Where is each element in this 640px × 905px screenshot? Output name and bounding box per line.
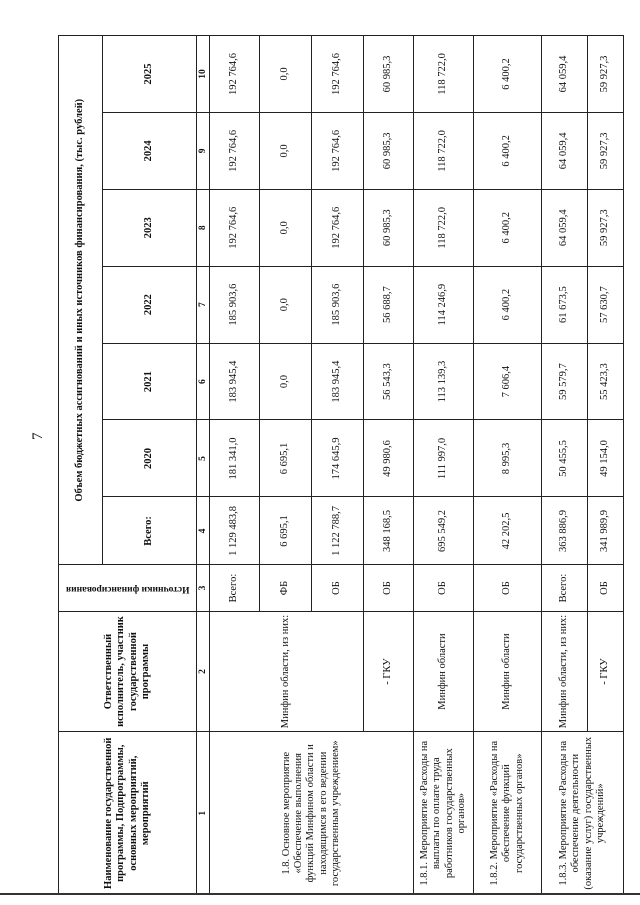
value-cell: 7 606,4 [474, 343, 542, 420]
value-cell: 6 695,1 [260, 420, 312, 497]
value-cell: 695 549,2 [414, 497, 474, 565]
column-number: 6 [197, 343, 210, 420]
column-number: 4 [197, 497, 210, 565]
value-cell: 6 400,2 [474, 189, 542, 266]
value-cell: 192 764,6 [210, 189, 260, 266]
source-cell: ОБ [414, 565, 474, 611]
value-cell: 0,0 [260, 36, 312, 113]
header-year: 2021 [103, 343, 197, 420]
column-number: 2 [197, 611, 210, 732]
activity-name: 1.8.2. Мероприятие «Расходы на обеспечение функций государственных органов» [474, 732, 542, 895]
value-cell: 192 764,6 [312, 189, 364, 266]
column-number: 5 [197, 420, 210, 497]
value-cell: 61 673,5 [542, 266, 588, 343]
value-cell: 118 722,0 [414, 36, 474, 113]
value-cell: 185 903,6 [210, 266, 260, 343]
value-cell: 59 579,7 [542, 343, 588, 420]
value-cell: 192 764,6 [312, 36, 364, 113]
value-cell: 6 695,1 [260, 497, 312, 565]
value-cell: 0,0 [260, 266, 312, 343]
value-cell: 114 246,9 [414, 266, 474, 343]
value-cell: 192 764,6 [312, 112, 364, 189]
table-row [542, 36, 588, 895]
value-cell: 0,0 [260, 189, 312, 266]
source-cell: ФБ [260, 565, 312, 611]
table-row [210, 36, 260, 895]
value-cell: 56 543,3 [364, 343, 414, 420]
value-cell: 341 989,9 [588, 497, 624, 565]
value-cell: 42 202,5 [474, 497, 542, 565]
page-number: 7 [30, 432, 46, 440]
header-year: 2024 [103, 112, 197, 189]
column-number: 3 [197, 565, 210, 611]
executor-cell: Минфин области, из них: [542, 611, 588, 732]
value-cell: 64 059,4 [542, 36, 588, 113]
value-cell: 55 423,3 [588, 343, 624, 420]
header-executor: Ответственный исполнитель, участник государственной программы [59, 611, 197, 732]
activity-name: 1.8.1. Мероприятие «Расходы на выплаты по оплате труда работников государственных органов» [414, 732, 474, 895]
value-cell: 185 903,6 [312, 266, 364, 343]
column-number: 1 [197, 732, 210, 895]
column-number: 8 [197, 189, 210, 266]
source-cell: Всего: [542, 565, 588, 611]
value-cell: 8 995,3 [474, 420, 542, 497]
table-row [474, 36, 542, 895]
table-row [414, 36, 474, 895]
source-cell: ОБ [474, 565, 542, 611]
executor-cell: Минфин области, из них: [210, 611, 364, 732]
column-number: 9 [197, 112, 210, 189]
source-cell: ОБ [364, 565, 414, 611]
value-cell: 60 985,3 [364, 189, 414, 266]
page-bottom-rule [0, 893, 640, 895]
executor-cell: Минфин области [474, 611, 542, 732]
activity-name: 1.8.3. Мероприятие «Расходы на обеспечение деятельности (оказание услуг) государственных учреждений» [542, 732, 624, 895]
source-cell: Всего: [210, 565, 260, 611]
value-cell: 183 945,4 [312, 343, 364, 420]
value-cell: 118 722,0 [414, 189, 474, 266]
value-cell: 59 927,3 [588, 112, 624, 189]
value-cell: 56 688,7 [364, 266, 414, 343]
financing-table [58, 35, 624, 895]
value-cell: 183 945,4 [210, 343, 260, 420]
value-cell: 60 985,3 [364, 36, 414, 113]
value-cell: 64 059,4 [542, 112, 588, 189]
value-cell: 174 645,9 [312, 420, 364, 497]
value-cell: 59 927,3 [588, 36, 624, 113]
activity-name: 1.8. Основное мероприятие «Обеспечение выполнения функций Минфином области и находящимся в его ведении государственным учреждением» [210, 732, 414, 895]
value-cell: 113 139,3 [414, 343, 474, 420]
value-cell: 0,0 [260, 112, 312, 189]
value-cell: 59 927,3 [588, 189, 624, 266]
value-cell: 57 630,7 [588, 266, 624, 343]
executor-cell: - ГКУ [364, 611, 414, 732]
value-cell: 118 722,0 [414, 112, 474, 189]
executor-cell: - ГКУ [588, 611, 624, 732]
value-cell: 1 122 788,7 [312, 497, 364, 565]
value-cell: 192 764,6 [210, 36, 260, 113]
column-number: 7 [197, 266, 210, 343]
header-name: Наименование государственной программы, Подпрограммы, основных мероприятий, мероприятий [59, 732, 197, 895]
header-year: 2022 [103, 266, 197, 343]
value-cell: 192 764,6 [210, 112, 260, 189]
value-cell: 348 168,5 [364, 497, 414, 565]
header-source [59, 565, 197, 611]
value-cell: 0,0 [260, 343, 312, 420]
value-cell: 181 341,0 [210, 420, 260, 497]
executor-cell: Минфин области [414, 611, 474, 732]
source-cell: ОБ [588, 565, 624, 611]
header-year: 2025 [103, 36, 197, 113]
header-source-text: Источники финансирования [65, 583, 190, 594]
value-cell: 49 154,0 [588, 420, 624, 497]
header-year: 2020 [103, 420, 197, 497]
value-cell: 6 400,2 [474, 112, 542, 189]
source-cell: ОБ [312, 565, 364, 611]
header-year: 2023 [103, 189, 197, 266]
value-cell: 1 129 483,8 [210, 497, 260, 565]
value-cell: 363 886,9 [542, 497, 588, 565]
value-cell: 49 980,6 [364, 420, 414, 497]
header-total: Всего: [103, 497, 197, 565]
column-number-row [197, 36, 210, 895]
rotated-table-container [58, 35, 611, 895]
header-group: Объем бюджетных ассигнований и иных источников финансирования, (тыс. рублей) [59, 36, 103, 565]
value-cell: 50 455,5 [542, 420, 588, 497]
value-cell: 6 400,2 [474, 266, 542, 343]
value-cell: 60 985,3 [364, 112, 414, 189]
value-cell: 6 400,2 [474, 36, 542, 113]
value-cell: 64 059,4 [542, 189, 588, 266]
value-cell: 111 997,0 [414, 420, 474, 497]
column-number: 10 [197, 36, 210, 113]
